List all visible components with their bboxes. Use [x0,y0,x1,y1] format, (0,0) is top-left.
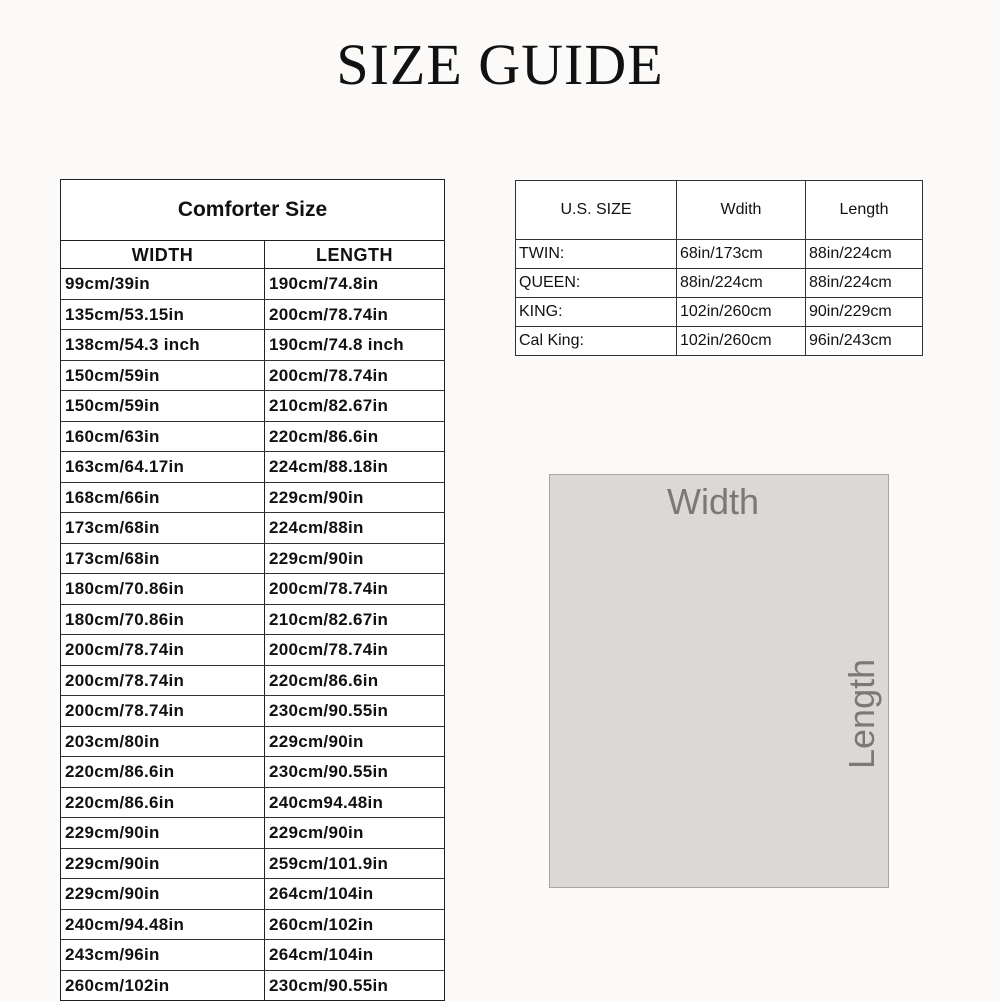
table-row [61,544,444,575]
us-size-cell: Cal King: [516,327,677,356]
us-width-cell: 102in/260cm [677,298,806,327]
comforter-size-table [60,179,445,1001]
us-width-cell: 102in/260cm [677,327,806,356]
table-row [61,269,444,300]
width-cell: 203cm/80in [61,727,265,757]
table-row [61,452,444,483]
us-length-cell: 88in/224cm [806,240,923,269]
length-cell: 190cm/74.8 inch [269,335,404,354]
table-row [61,574,444,605]
table-row [61,940,444,971]
table-row [61,483,444,514]
table-row [61,300,444,331]
comforter-dimension-diagram [549,474,889,888]
length-cell: 229cm/90in [269,823,364,842]
length-cell: 210cm/82.67in [269,609,389,629]
width-cell: 150cm/59in [61,391,265,421]
width-cell: 200cm/78.74in [61,666,265,696]
us-size-header: U.S. SIZE [516,181,677,240]
table-row [516,269,923,298]
us-size-cell: KING: [516,298,677,327]
width-cell: 180cm/70.86in [61,605,265,635]
table-row [61,666,444,697]
length-column-header: LENGTH [316,245,393,265]
width-cell: 220cm/86.6in [61,788,265,818]
length-cell: 260cm/102in [269,914,374,934]
width-cell: 173cm/68in [61,513,265,543]
us-length-cell: 90in/229cm [806,298,923,327]
comforter-column-headers [61,241,444,269]
table-row [61,696,444,727]
length-cell: 200cm/78.74in [269,640,389,659]
width-cell: 200cm/78.74in [61,696,265,726]
width-cell: 168cm/66in [61,483,265,513]
width-cell: 229cm/90in [61,818,265,848]
length-cell: 224cm/88.18in [269,457,389,476]
width-cell: 135cm/53.15in [61,300,265,330]
table-row [61,635,444,666]
us-width-cell: 68in/173cm [677,240,806,269]
length-cell: 229cm/90in [269,487,364,507]
width-cell: 160cm/63in [61,422,265,452]
us-length-header: Length [806,181,923,240]
us-table-header-row [516,181,923,240]
width-cell: 229cm/90in [61,849,265,879]
us-length-cell: 96in/243cm [806,327,923,356]
comforter-table-body [61,269,444,1000]
width-cell: 180cm/70.86in [61,574,265,604]
table-row [61,971,444,1001]
table-row [61,788,444,819]
length-cell: 229cm/90in [269,548,364,568]
page-title: SIZE GUIDE [336,32,664,97]
us-width-cell: 88in/224cm [677,269,806,298]
diagram-length-label: Length [841,658,882,769]
length-cell: 230cm/90.55in [269,701,389,720]
length-cell: 224cm/88in [269,518,364,537]
width-cell: 240cm/94.48in [61,910,265,940]
length-cell: 259cm/101.9in [269,853,389,873]
width-cell: 173cm/68in [61,544,265,574]
table-row [61,910,444,941]
table-row [516,327,923,356]
table-row [61,391,444,422]
width-cell: 138cm/54.3 inch [61,330,265,360]
length-cell: 220cm/86.6in [269,670,379,690]
table-row [61,879,444,910]
length-cell: 200cm/78.74in [269,365,389,385]
table-row [61,361,444,392]
length-cell: 240cm94.48in [269,792,384,812]
us-size-cell: QUEEN: [516,269,677,298]
length-cell: 210cm/82.67in [269,396,389,415]
length-cell: 230cm/90.55in [269,975,389,995]
us-size-cell: TWIN: [516,240,677,269]
table-row [61,422,444,453]
width-cell: 229cm/90in [61,879,265,909]
length-cell: 200cm/78.74in [269,579,389,598]
table-row [61,757,444,788]
us-width-header: Wdith [677,181,806,240]
table-row [61,818,444,849]
table-row [516,298,923,327]
length-cell: 229cm/90in [269,731,364,751]
us-size-table [515,180,923,356]
comforter-table-heading: Comforter Size [61,180,444,241]
length-cell: 264cm/104in [269,884,374,903]
width-column-header: WIDTH [61,241,265,268]
length-cell: 264cm/104in [269,945,374,964]
width-cell: 260cm/102in [61,971,265,1001]
width-cell: 150cm/59in [61,361,265,391]
diagram-width-label: Width [667,481,760,522]
table-row [61,727,444,758]
length-cell: 200cm/78.74in [269,304,389,324]
table-row [61,330,444,361]
table-row [61,513,444,544]
width-cell: 99cm/39in [61,269,265,299]
width-cell: 220cm/86.6in [61,757,265,787]
width-cell: 200cm/78.74in [61,635,265,665]
length-cell: 190cm/74.8in [269,274,379,293]
width-cell: 163cm/64.17in [61,452,265,482]
table-row [61,849,444,880]
length-cell: 220cm/86.6in [269,426,379,446]
table-row [61,605,444,636]
us-length-cell: 88in/224cm [806,269,923,298]
length-cell: 230cm/90.55in [269,762,389,781]
table-row [516,240,923,269]
width-cell: 243cm/96in [61,940,265,970]
